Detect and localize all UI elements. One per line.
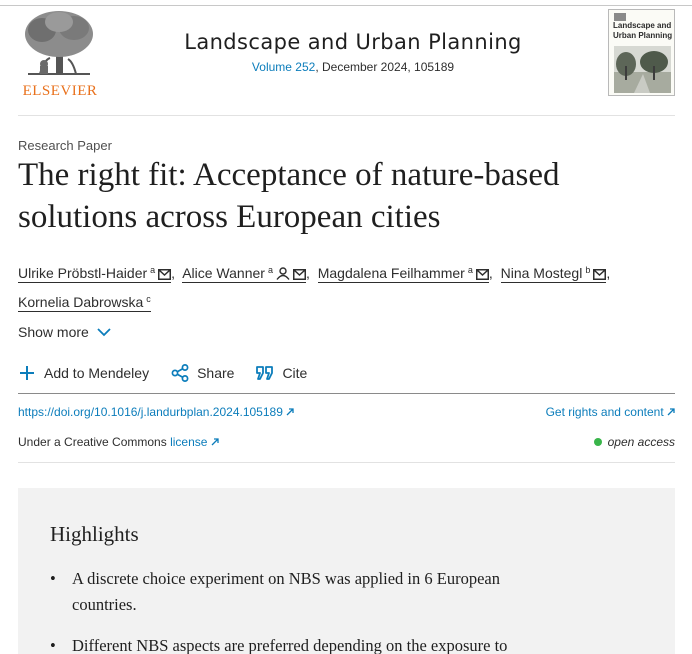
mail-icon (476, 263, 489, 287)
journal-title-link[interactable]: Landscape and Urban Planning (184, 30, 522, 54)
journal-header (18, 6, 675, 116)
highlights-heading: Highlights (50, 522, 139, 546)
license-prefix: Under a Creative Commons (18, 435, 171, 449)
author-name: Alice Wanner (182, 265, 265, 281)
mail-icon (593, 263, 606, 287)
cover-logo-icon (614, 13, 626, 21)
open-access-badge (594, 435, 675, 449)
doi-row (18, 405, 675, 419)
affiliation-marker: c (146, 294, 151, 304)
open-access-dot-icon (594, 438, 602, 446)
highlight-item: • A discrete choice experiment on NBS was applied in 6 European countries. (50, 566, 550, 618)
mendeley-label: Add to Mendeley (44, 365, 150, 381)
person-icon (276, 263, 290, 287)
cover-photo (614, 46, 671, 93)
share-label: Share (197, 365, 235, 381)
cite-label: Cite (282, 365, 308, 381)
journal-info (128, 30, 578, 74)
show-more-label: Show more (18, 324, 89, 340)
chevron-down-icon (97, 328, 111, 337)
rights-link[interactable] (546, 405, 675, 419)
article-title: The right fit: Acceptance of nature-based solutions across European cities (18, 157, 560, 235)
external-link-icon (667, 408, 675, 416)
add-to-mendeley-button[interactable] (18, 364, 149, 382)
volume-link[interactable]: Volume 252 (251, 60, 316, 74)
affiliation-marker: a (467, 265, 473, 275)
author-name: Nina Mostegl (500, 265, 583, 281)
highlight-item: • Different NBS aspects are preferred depending on the exposure to (50, 633, 550, 654)
share-icon (171, 364, 189, 382)
quote-icon (256, 365, 274, 381)
author-link[interactable] (18, 294, 151, 312)
author-link[interactable] (182, 265, 306, 283)
publisher-name: ELSEVIER (22, 83, 98, 99)
author-list: Ulrike Pröbstl-Haider $^a$ , Alice Wanner $^a$ , Magdalena Feilhammer $^a$ , Nina Mostegl $^b$ , Kornelia Dabrowska $^c$ (18, 265, 611, 310)
author-link[interactable] (318, 265, 489, 283)
external-link-icon (211, 438, 219, 446)
mail-icon (158, 263, 171, 287)
author-link[interactable] (18, 265, 171, 283)
journal-meta (128, 60, 578, 74)
affiliation-marker: b (585, 265, 591, 275)
highlights-box (18, 488, 675, 654)
open-access-label: open access (607, 435, 675, 449)
cite-button[interactable] (256, 365, 307, 381)
article-type: Research Paper (18, 138, 112, 153)
license-divider (18, 462, 675, 463)
license-row (18, 435, 675, 449)
license-text: license (170, 435, 208, 449)
journal-cover[interactable] (608, 9, 675, 96)
doi-text: https://doi.org/10.1016/j.landurbplan.2024.105189 (18, 405, 283, 419)
share-button[interactable] (171, 364, 234, 382)
cover-title: Landscape and Urban Planning (613, 21, 673, 40)
author-link[interactable] (501, 265, 607, 283)
publisher-logo[interactable] (18, 8, 100, 98)
article-actions (18, 362, 329, 384)
author-name: Ulrike Pröbstl-Haider (18, 265, 148, 281)
rights-text: Get rights and content (545, 405, 664, 419)
issue-details: , December 2024, 105189 (315, 60, 455, 74)
author-name: Magdalena Feilhammer (317, 265, 465, 281)
doi-link[interactable] (18, 405, 294, 419)
external-link-icon (286, 408, 294, 416)
plus-icon (18, 364, 36, 382)
affiliation-marker: a (267, 265, 273, 275)
highlights-list (50, 566, 550, 654)
show-more-button[interactable] (18, 324, 111, 340)
elsevier-tree-icon (18, 8, 100, 80)
mail-icon (293, 263, 306, 287)
license-link[interactable] (170, 435, 219, 449)
affiliation-marker: a (150, 265, 156, 275)
author-name: Kornelia Dabrowska (18, 294, 144, 310)
actions-divider (18, 393, 675, 394)
